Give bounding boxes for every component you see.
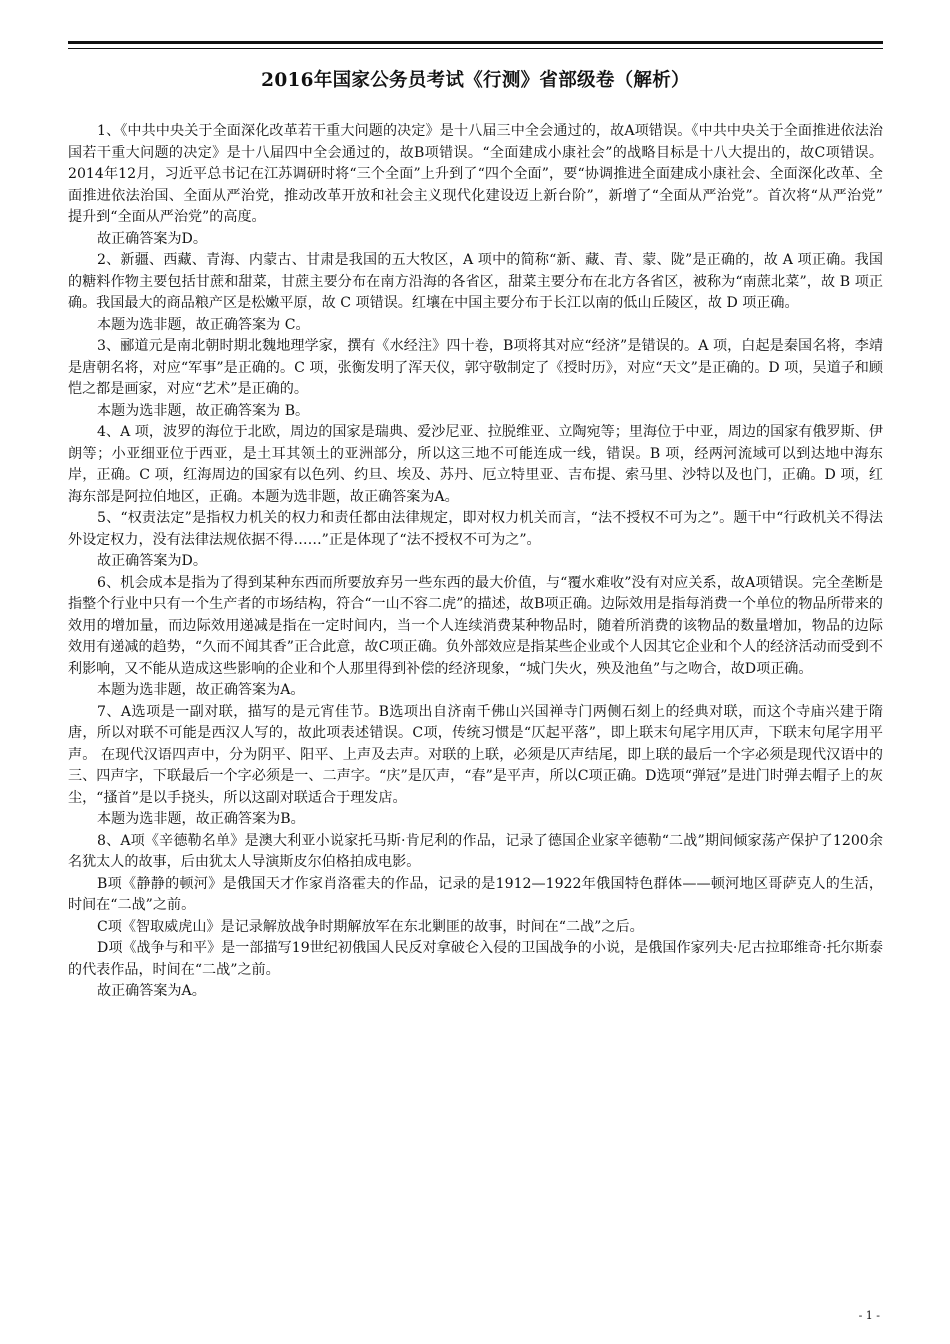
paragraph: 故正确答案为D。 <box>97 230 207 247</box>
document-body <box>68 121 883 1003</box>
page-title: 2016年国家公务员考试《行测》省部级卷（解析） <box>261 70 690 91</box>
header-rule-thick <box>68 41 883 44</box>
paragraph: C项《智取威虎山》是记录解放战争时期解放军在东北剿匪的故事，时间在“二战”之后。 <box>97 918 644 935</box>
paragraph: 本题为选非题，故正确答案为A。 <box>97 682 305 698</box>
paragraph: 故正确答案为D。 <box>97 553 207 569</box>
paragraph: 8、A项《辛德勒名单》是澳大利亚小说家托马斯·肯尼利的作品，记录了德国企业家辛德勒“二战”期间倾家荡产保护了1200余名犹太人的故事，后由犹太人导演斯皮尔伯格拍成电影。 <box>68 832 883 870</box>
paragraph: 1、《中共中央关于全面深化改革若干重大问题的决定》是十八届三中全会通过的，故A项错误。《中共中央关于全面推进依法治国若干重大问题的决定》是十八届四中全会通过的，故B项错误。“全面建成小康社会”的战略目标是十八大提出的，故C项错误。2014年12月，习近平总书记在江苏调研时将“三个全面”上升到了“四个全面”，要“协调推进全面建成小康社会、全面深化改革、全面推进依法治国、全面从严治党，推动改革开放和社会主义现代化建设迈上新台阶”，新增了“全面从严治党”。首次将“从严治党” 提升到“全面从严治党”的高度。 <box>68 123 883 225</box>
paragraph: 7、A选项是一副对联，描写的是元宵佳节。B选项出自济南千佛山兴国禅寺门两侧石刻上的经典对联，而这个寺庙兴建于隋唐，所以对联不可能是西汉人写的，故此项表述错误。C项，传统习惯是“仄起平落”，即上联末句尾字用仄声，下联末句尾字用平声。 在现代汉语四声中，分为阴平、阳平、上声及去声。对联的上联，必须是仄声结尾，即上联的最后一个字必须是现代汉语中的三、四声字，下联最后一个字必须是一、二声字。“庆”是仄声，“春”是平声，所以C项正确。D选项“弹冠”是进门时弹去帽子上的灰尘，“搔首”是以手挠头，所以这副对联适合于理发店。 <box>68 703 883 806</box>
paragraph: 故正确答案为A。 <box>97 983 206 999</box>
paragraph: 6、机会成本是指为了得到某种东西而所要放弃另一些东西的最大价值，与“覆水难收”没有对应关系，故A项错误。完全垄断是指整个行业中只有一个生产者的市场结构，符合“一山不容二虎”的描述，故B项正确。边际效用是指每消费一个单位的物品所带来的效用的增加量，而边际效用递减是指在一定时间内，当一个人连续消费某种物品时，随着所消费的该物品的数量增加，物品的边际效用有递减的趋势，“久而不闻其香”正合此意，故C项正确。负外部效应是指某些企业或个人因其它企业和个人的经济活动而受到不利影响，又不能从造成这些影响的企业和个人那里得到补偿的经济现象，“城门失火，殃及池鱼”与之吻合，故D项正确。 <box>68 574 883 677</box>
paragraph: 5、“权责法定”是指权力机关的权力和责任都由法律规定，即对权力机关而言，“法不授权不可为之”。题干中“行政机关不得法外设定权力，没有法律法规依据不得……”正是体现了“法不授权不可为之”。 <box>68 510 883 548</box>
page-number: - 1 - <box>858 1309 880 1322</box>
paragraph: 2、新疆、西藏、青海、内蒙古、甘肃是我国的五大牧区，A 项中的简称“新、藏、青、蒙、陇”是正确的，故 A 项正确。我国的糖料作物主要包括甘蔗和甜菜，甘蔗主要分布在南方沿海的各省区，甜菜主要分布在北方各省区，被称为“南蔗北菜”，故 B 项正确。我国最大的商品粮产区是松嫩平原，故 C 项错误。红壤在中国主要分布于长江以南的低山丘陵区，故 D 项正确。 <box>68 252 883 311</box>
paragraph: D项《战争与和平》是一部描写19世纪初俄国人民反对拿破仑入侵的卫国战争的小说，是俄国作家列夫·尼古拉耶维奇·托尔斯泰的代表作品，时间在“二战”之前。 <box>68 940 883 978</box>
paragraph: 本题为选非题，故正确答案为 B。 <box>97 402 310 419</box>
header-rule-thin <box>68 48 883 49</box>
paragraph: B项《静静的顿河》是俄国天才作家肖洛霍夫的作品，记录的是1912—1922年俄国特色群体——顿河地区哥萨克人的生活，时间在“二战”之前。 <box>68 875 883 913</box>
paragraph: 本题为选非题，故正确答案为B。 <box>97 811 305 827</box>
paragraph: 4、A 项，波罗的海位于北欧，周边的国家是瑞典、爱沙尼亚、拉脱维亚、立陶宛等；里海位于中亚，周边的国家有俄罗斯、伊朗等；小亚细亚位于西亚，是土耳其领土的亚洲部分，所以这三地不可能连成一线，错误。B 项，经两河流域可以到达地中海东岸，正确。C 项，红海周边的国家有以色列、约旦、埃及、苏丹、厄立特里亚、吉布提、索马里、沙特以及也门，正确。D 项，红海东部是阿拉伯地区，正确。本题为选非题，故正确答案为A。 <box>68 424 883 505</box>
paragraph: 3、郦道元是南北朝时期北魏地理学家，撰有《水经注》四十卷，B项将其对应“经济”是错误的。A 项，白起是秦国名将，李靖是唐朝名将，对应“军事”是正确的。C 项，张衡发明了浑天仪，郭守敬制定了《授时历》，对应“天文”是正确的。D 项，吴道子和顾恺之都是画家，对应“艺术”是正确的。 <box>68 338 883 397</box>
paragraph: 本题为选非题，故正确答案为 C。 <box>97 316 310 333</box>
